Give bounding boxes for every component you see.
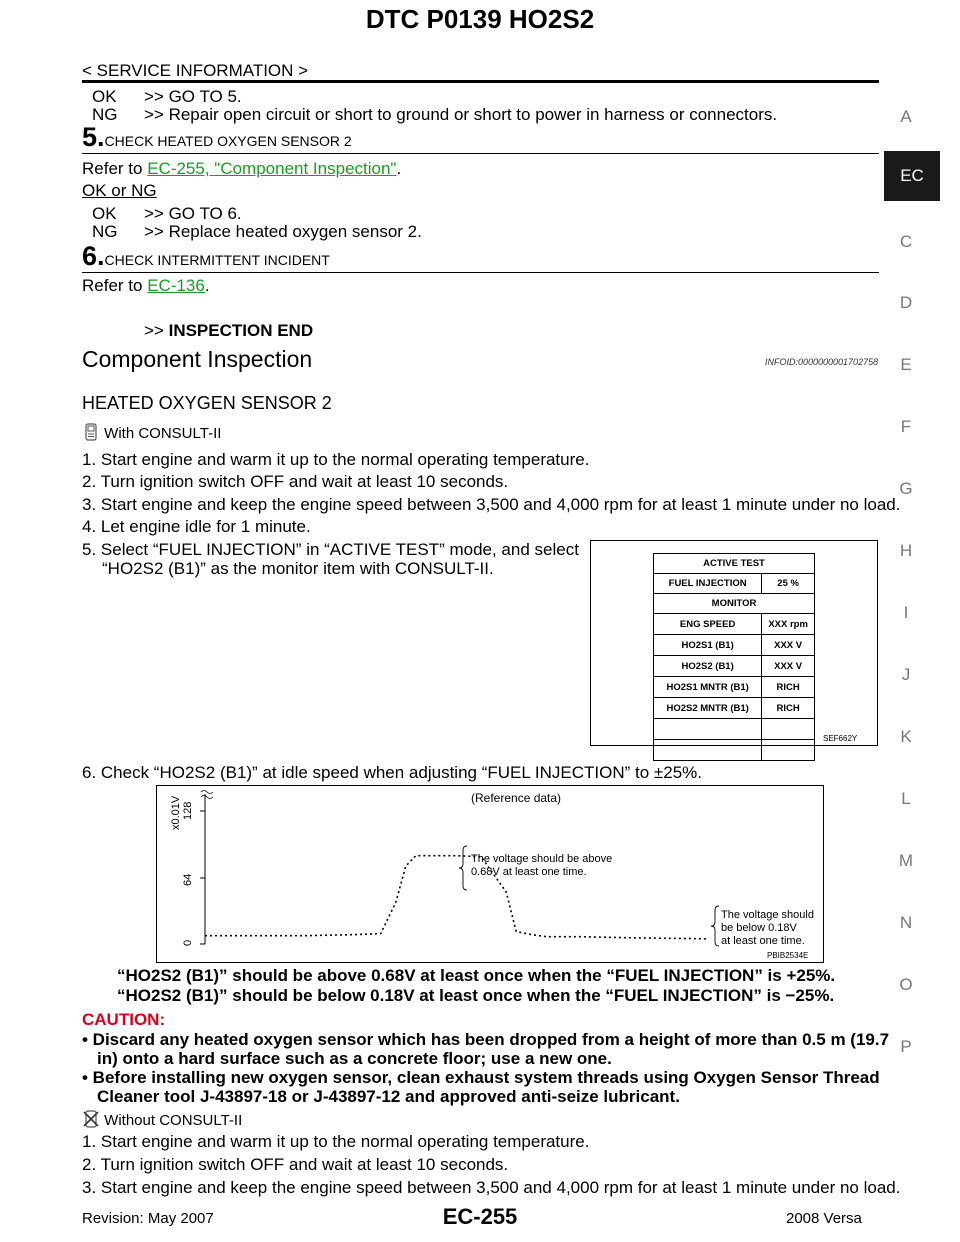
annotation-low: be below 0.18V (721, 922, 797, 934)
result-line: “HO2S2 (B1)” should be below 0.18V at least once when the “FUEL INJECTION” is −25%. (117, 986, 835, 1005)
ok-or-ng-label: OK or NG (82, 181, 157, 200)
list-item: 4. Let engine idle for 1 minute. (82, 517, 311, 536)
step-6-refer: Refer to EC-136. (82, 276, 210, 295)
y-tick-label: 0 (182, 939, 194, 946)
table-cell: XXX rpm (762, 614, 815, 635)
step-5-heading: 5.CHECK HEATED OXYGEN SENSOR 2 (82, 122, 352, 152)
table-cell: HO2S1 (B1) (654, 635, 762, 656)
no-consult-icon (82, 1110, 100, 1132)
table-cell: HO2S1 MNTR (B1) (654, 677, 762, 698)
inspection-end: >> INSPECTION END (144, 321, 314, 340)
voltage-series-line (205, 856, 707, 939)
active-test-table (653, 553, 815, 761)
figure-id: SEF662Y (823, 734, 858, 743)
divider (82, 153, 879, 154)
voltage-chart (156, 785, 824, 963)
caution-bullet-continued: Cleaner tool J-43897-18 or J-43897-12 and approved anti-seize lubricant. (97, 1087, 680, 1106)
component-inspection-link[interactable]: EC-255, "Component Inspection" (147, 159, 397, 178)
side-index-e[interactable]: E (900, 355, 912, 374)
table-cell: XXX V (762, 635, 815, 656)
list-item: 1. Start engine and warm it up to the normal operating temperature. (82, 1132, 590, 1151)
table-cell (762, 740, 815, 761)
consult-tester-icon (82, 423, 100, 445)
table-cell (762, 719, 815, 740)
list-item-continued: “HO2S2 (B1)” as the monitor item with CONSULT-II. (102, 559, 494, 578)
header-rule (82, 80, 879, 83)
annotation-high: The voltage should be above (471, 853, 613, 865)
y-tick-label: 128 (182, 801, 194, 820)
page-title: DTC P0139 HO2S2 (365, 4, 595, 34)
table-cell: ENG SPEED (654, 614, 762, 635)
list-item: 6. Check “HO2S2 (B1)” at idle speed when adjusting “FUEL INJECTION” to ±25%. (82, 763, 703, 782)
table-cell: FUEL INJECTION (654, 574, 762, 594)
side-index-p[interactable]: P (900, 1037, 912, 1056)
caution-label: CAUTION: (82, 1010, 166, 1029)
annotation-low: The voltage should (721, 909, 814, 921)
list-item: 2. Turn ignition switch OFF and wait at least 10 seconds. (82, 1155, 509, 1174)
step-6-heading: 6.CHECK INTERMITTENT INCIDENT (82, 241, 330, 271)
table-cell: HO2S2 (B1) (654, 656, 762, 677)
voltage-chart-svg (157, 786, 823, 962)
caution-bullet-continued: in) onto a hard surface such as a concrete floor; use a new one. (97, 1049, 612, 1068)
ec-136-link[interactable]: EC-136 (147, 276, 205, 295)
table-cell: HO2S2 MNTR (B1) (654, 698, 762, 719)
annotation-high: 0.68V at least one time. (471, 866, 587, 878)
section-label: < SERVICE INFORMATION > (82, 61, 309, 80)
y-tick-label: 64 (182, 873, 194, 886)
step-5-refer: Refer to EC-255, "Component Inspection". (82, 159, 402, 178)
ok-line: OK >> GO TO 5. (92, 87, 242, 106)
list-item: 3. Start engine and keep the engine speed between 3,500 and 4,000 rpm for at least 1 minute under no load. (82, 495, 901, 514)
table-cell: RICH (762, 677, 815, 698)
table-cell (654, 740, 762, 761)
table-cell: RICH (762, 698, 815, 719)
footer-revision: Revision: May 2007 (82, 1210, 214, 1227)
ok-line: OK >> GO TO 6. (92, 204, 242, 223)
side-index-c[interactable]: C (899, 232, 913, 251)
ng-line: NG >> Repair open circuit or short to ground or short to power in harness or connectors. (92, 105, 778, 124)
list-item: 3. Start engine and keep the engine speed between 3,500 and 4,000 rpm for at least 1 minute under no load. (82, 1178, 901, 1197)
table-header: MONITOR (654, 594, 815, 614)
side-index-a[interactable]: A (900, 107, 912, 126)
list-item: 5. Select “FUEL INJECTION” in “ACTIVE TEST” mode, and select (82, 540, 579, 559)
axis-break-icon (201, 791, 213, 799)
side-index-d[interactable]: D (899, 293, 913, 312)
side-index-f[interactable]: F (900, 417, 912, 436)
list-item: 2. Turn ignition switch OFF and wait at least 10 seconds. (82, 472, 509, 491)
caution-bullet: • Discard any heated oxygen sensor which has been dropped from a height of more than 0.5 m (19.7 (82, 1030, 890, 1049)
side-index-o[interactable]: O (899, 975, 913, 994)
divider (82, 272, 879, 273)
list-item: 1. Start engine and warm it up to the normal operating temperature. (82, 450, 590, 469)
active-test-figure (590, 540, 878, 746)
section-heading: Component Inspection (82, 346, 313, 372)
table-cell (654, 719, 762, 740)
caution-bullet: • Before installing new oxygen sensor, clean exhaust system threads using Oxygen Sensor Thread (82, 1068, 880, 1087)
ng-line: NG >> Replace heated oxygen sensor 2. (92, 222, 422, 241)
side-index-i[interactable]: I (903, 603, 909, 622)
side-index (880, 85, 960, 1235)
footer-model: 2008 Versa (786, 1210, 862, 1227)
table-header: ACTIVE TEST (654, 554, 815, 574)
side-index-k[interactable]: K (900, 727, 912, 746)
info-id: INFOID:0000000001702758 (765, 357, 879, 367)
without-consult-label: Without CONSULT-II (82, 1110, 242, 1132)
subsection-heading: HEATED OXYGEN SENSOR 2 (82, 393, 332, 413)
side-index-j[interactable]: J (901, 665, 911, 684)
chart-title: (Reference data) (471, 791, 562, 805)
table-cell: 25 % (762, 574, 815, 594)
annotation-low: at least one time. (721, 935, 805, 947)
side-index-ec-active[interactable]: EC (884, 151, 940, 201)
side-index-l[interactable]: L (901, 789, 911, 808)
side-index-g[interactable]: G (899, 479, 913, 498)
table-cell: XXX V (762, 656, 815, 677)
with-consult-label: With CONSULT-II (82, 423, 221, 445)
side-index-h[interactable]: H (899, 541, 913, 560)
figure-id: PBIB2534E (767, 951, 809, 960)
y-axis-label: x0.01V (170, 795, 182, 830)
result-line: “HO2S2 (B1)” should be above 0.68V at least once when the “FUEL INJECTION” is +25%. (117, 966, 836, 985)
bracket (711, 906, 719, 946)
side-index-m[interactable]: M (898, 851, 914, 870)
footer-page-number: EC-255 (442, 1204, 518, 1229)
bracket (459, 846, 467, 890)
side-index-n[interactable]: N (899, 913, 913, 932)
